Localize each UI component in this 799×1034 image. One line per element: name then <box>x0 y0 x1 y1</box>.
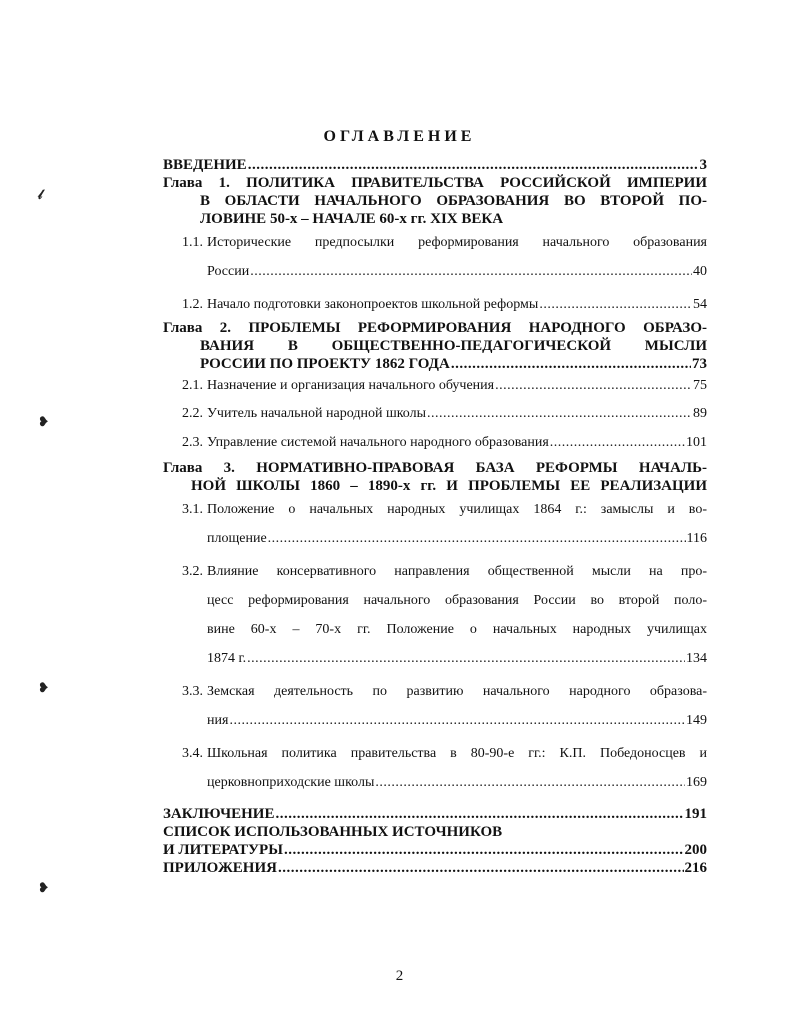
toc-section-3-4 <box>163 739 707 797</box>
toc-section-2-3 <box>163 428 707 457</box>
chapter-line: РОССИИ ПО ПРОЕКТУ 1862 ГОДА <box>200 356 450 372</box>
section-text: Исторические предпосылки реформирования начального образования <box>207 235 707 250</box>
toc-page: 89 <box>693 406 707 421</box>
toc-label: ЗАКЛЮЧЕНИЕ <box>163 806 275 822</box>
toc-section-3-3 <box>163 677 707 735</box>
toc-section-1-2 <box>163 290 707 319</box>
dot-leader <box>539 290 692 319</box>
toc-label: СПИСОК ИСПОЛЬЗОВАННЫХ ИСТОЧНИКОВ <box>163 824 503 840</box>
chapter-line: ВАНИЯ В ОБЩЕСТВЕННО-ПЕДАГОГИЧЕСКОЙ МЫСЛИ <box>200 338 707 354</box>
toc-page: 3 <box>699 157 707 173</box>
toc-page: 149 <box>686 713 707 728</box>
toc-label: ВВЕДЕНИЕ <box>163 157 247 173</box>
margin-mark-4: ❥ <box>38 880 49 895</box>
toc-section-3-2 <box>163 557 707 673</box>
toc-entry-conclusion <box>163 805 707 823</box>
dot-leader <box>250 257 692 286</box>
table-of-contents <box>163 156 707 877</box>
dot-leader <box>247 644 685 673</box>
toc-page: 191 <box>684 806 707 822</box>
dot-leader <box>550 428 685 457</box>
section-text: Управление системой начального народного образования <box>207 435 549 450</box>
section-text: Назначение и организация начального обучения <box>207 378 495 393</box>
margin-mark-1: 𝓁 <box>38 187 43 202</box>
toc-title: ОГЛАВЛЕНИЕ <box>323 128 476 145</box>
dot-leader <box>268 524 686 553</box>
toc-chapter-3 <box>163 459 707 495</box>
section-text: Школьная политика правительства в 80-90-е гг.: К.П. Победоносцев и <box>207 746 707 761</box>
section-number: 2.1. <box>182 378 203 393</box>
section-text: вине 60-х – 70-х гг. Положение о начальных народных училищах <box>207 622 707 637</box>
toc-label: И ЛИТЕРАТУРЫ <box>163 842 283 858</box>
dot-leader <box>275 805 683 823</box>
section-number: 1.1. <box>182 235 203 250</box>
section-text: Начало подготовки законопроектов школьной реформы <box>207 297 539 312</box>
toc-chapter-2 <box>163 319 707 373</box>
margin-mark-2: ❥ <box>38 414 49 429</box>
section-text: Влияние консервативного направления общественной мысли на про- <box>207 564 707 579</box>
toc-page: 169 <box>686 775 707 790</box>
section-number: 2.3. <box>182 435 203 450</box>
toc-entry-intro <box>163 156 707 174</box>
dot-leader <box>451 355 691 373</box>
margin-mark-3: ❥ <box>38 680 49 695</box>
toc-label: ПРИЛОЖЕНИЯ <box>163 860 277 876</box>
toc-chapter-1 <box>163 174 707 228</box>
toc-entry-appendix <box>163 859 707 877</box>
toc-page: 75 <box>693 378 707 393</box>
chapter-line: Глава 1. ПОЛИТИКА ПРАВИТЕЛЬСТВА РОССИЙСКОЙ ИМПЕРИИ <box>163 175 707 191</box>
section-text: ния <box>207 713 229 728</box>
chapter-line: Глава 3. НОРМАТИВНО-ПРАВОВАЯ БАЗА РЕФОРМЫ НАЧАЛЬ- <box>163 460 707 476</box>
section-text: России <box>207 264 250 279</box>
section-number: 3.4. <box>182 746 203 761</box>
section-number: 3.3. <box>182 684 203 699</box>
chapter-line: ЛОВИНЕ 50-х – НАЧАЛЕ 60-х гг. XIX ВЕКА <box>200 211 504 227</box>
toc-section-1-1 <box>163 228 707 286</box>
toc-page: 40 <box>693 264 707 279</box>
section-text: площение <box>207 531 267 546</box>
toc-page: 101 <box>686 435 707 450</box>
section-text: Земская деятельность по развитию начального народного образова- <box>207 684 707 699</box>
toc-section-2-1 <box>163 373 707 399</box>
dot-leader <box>278 859 684 877</box>
chapter-line: В ОБЛАСТИ НАЧАЛЬНОГО ОБРАЗОВАНИЯ ВО ВТОРОЙ ПО- <box>200 193 707 209</box>
toc-page: 73 <box>692 356 707 372</box>
section-text: 1874 г. <box>207 651 247 666</box>
toc-entry-sources <box>163 823 707 859</box>
chapter-line: Глава 2. ПРОБЛЕМЫ РЕФОРМИРОВАНИЯ НАРОДНОГО ОБРАЗО- <box>163 320 707 336</box>
section-number: 3.2. <box>182 564 203 579</box>
page-number: 2 <box>395 968 404 984</box>
section-text: Учитель начальной народной школы <box>207 406 427 421</box>
toc-page: 54 <box>693 297 707 312</box>
chapter-line: НОЙ ШКОЛЫ 1860 – 1890-х гг. И ПРОБЛЕМЫ ЕЕ РЕАЛИЗАЦИИ <box>191 478 707 494</box>
section-text: Положение о начальных народных училищах 1864 г.: замыслы и во- <box>207 502 707 517</box>
section-number: 3.1. <box>182 502 203 517</box>
section-number: 2.2. <box>182 406 203 421</box>
section-text: цесс реформирования начального образования России во второй поло- <box>207 593 707 608</box>
toc-section-3-1 <box>163 495 707 553</box>
toc-page: 116 <box>686 531 707 546</box>
dot-leader <box>375 768 685 797</box>
dot-leader <box>284 841 684 859</box>
toc-section-2-2 <box>163 399 707 428</box>
dot-leader <box>229 706 685 735</box>
toc-page: 216 <box>684 860 707 876</box>
toc-page: 134 <box>686 651 707 666</box>
dot-leader <box>427 399 692 428</box>
dot-leader <box>248 156 699 174</box>
toc-page: 200 <box>684 842 707 858</box>
section-number: 1.2. <box>182 297 203 312</box>
dot-leader <box>495 373 692 399</box>
section-text: церковноприходские школы <box>207 775 375 790</box>
